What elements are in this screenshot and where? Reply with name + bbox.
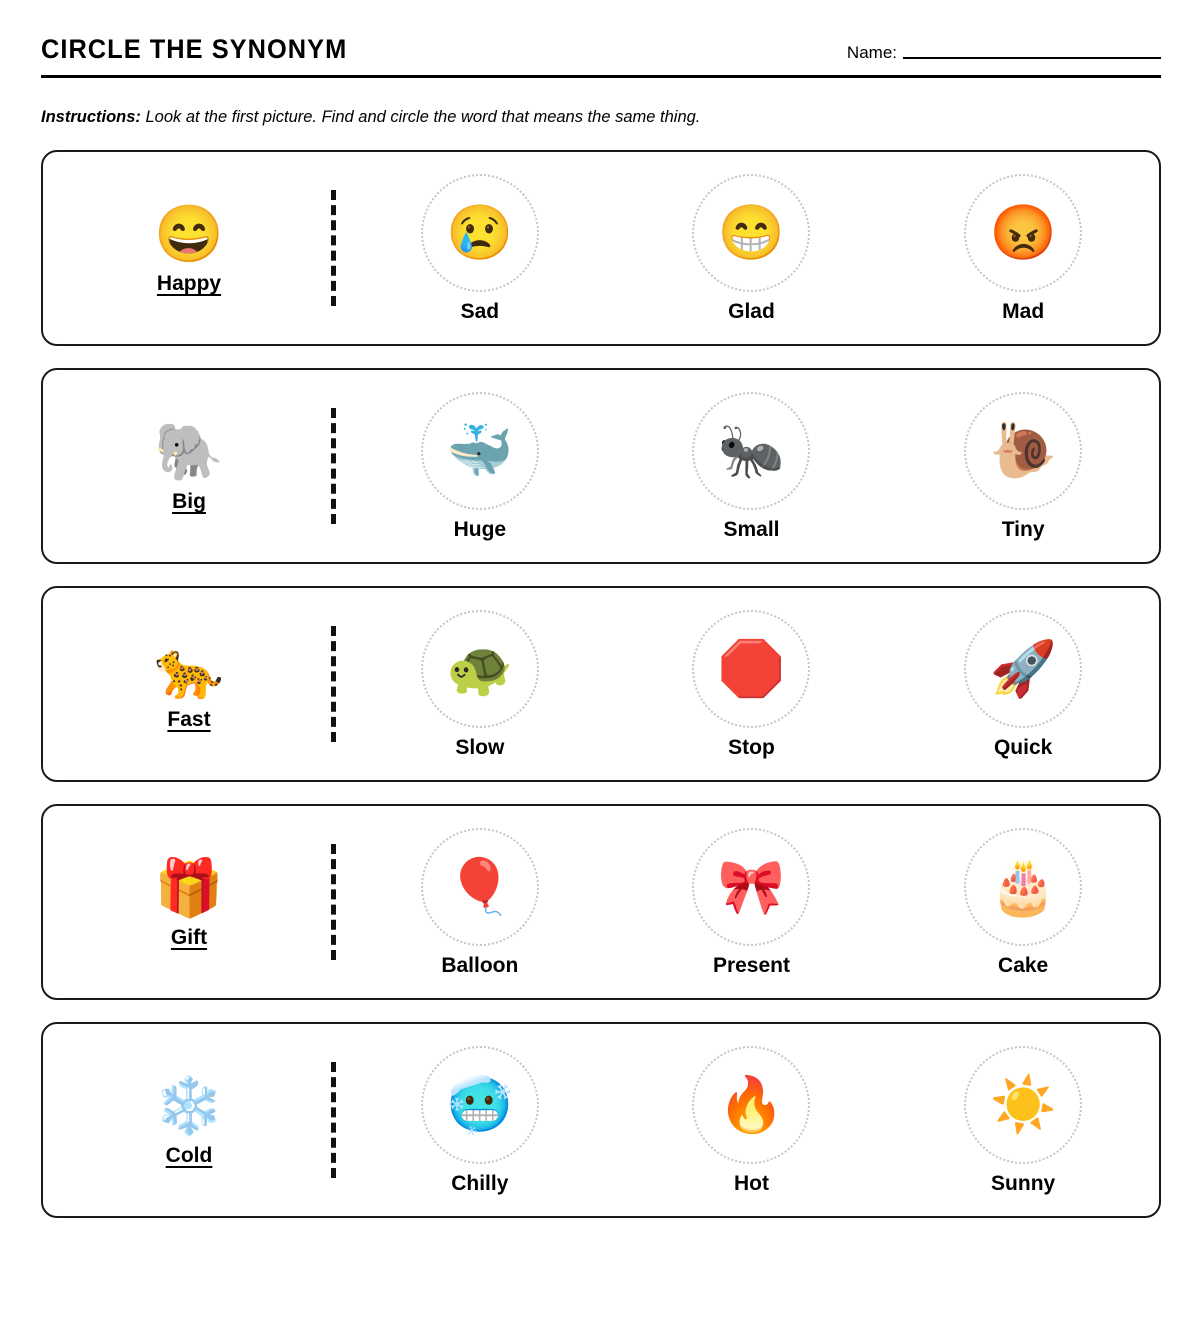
prompt-group bbox=[43, 1073, 335, 1166]
answer-option[interactable] bbox=[385, 174, 575, 322]
answer-option-label: Tiny bbox=[1001, 517, 1045, 541]
answer-option[interactable] bbox=[928, 392, 1118, 540]
answer-circle-target[interactable] bbox=[964, 392, 1082, 510]
answer-option-label: Stop bbox=[728, 735, 775, 759]
answer-options bbox=[336, 806, 1159, 998]
answer-option-label: Present bbox=[712, 953, 790, 977]
answer-option-label: Chilly bbox=[451, 1171, 509, 1195]
prompt-word: Cold bbox=[165, 1144, 213, 1168]
answer-circle-target[interactable] bbox=[421, 828, 539, 946]
answer-circle-target[interactable] bbox=[421, 174, 539, 292]
answer-option-label: Small bbox=[723, 517, 780, 541]
question-card bbox=[41, 586, 1161, 782]
name-input-line[interactable] bbox=[903, 57, 1161, 59]
answer-option[interactable] bbox=[928, 174, 1118, 322]
birthday-cake-emoji: 🎂 bbox=[989, 856, 1057, 917]
answer-circle-target[interactable] bbox=[964, 1046, 1082, 1164]
snowflake-emoji: ❄️ bbox=[154, 1074, 224, 1138]
answer-option[interactable] bbox=[928, 610, 1118, 758]
answer-option[interactable] bbox=[385, 1046, 575, 1194]
answer-circle-target[interactable] bbox=[421, 392, 539, 510]
answer-option-label: Hot bbox=[733, 1171, 769, 1195]
prompt-group bbox=[43, 419, 335, 512]
turtle-emoji: 🐢 bbox=[446, 638, 514, 699]
ant-emoji: 🐜 bbox=[717, 420, 786, 481]
question-card bbox=[41, 804, 1161, 1000]
answer-circle-target[interactable] bbox=[964, 610, 1082, 728]
grinning-squinting-face-emoji: 😄 bbox=[154, 202, 224, 266]
question-list bbox=[41, 150, 1161, 1218]
stop-sign-emoji: 🛑 bbox=[717, 638, 786, 699]
answer-options bbox=[336, 370, 1159, 562]
answer-option-label: Glad bbox=[728, 299, 775, 323]
beaming-face-emoji: 😁 bbox=[717, 202, 786, 263]
name-label: Name: bbox=[846, 43, 897, 62]
answer-circle-target[interactable] bbox=[421, 1046, 539, 1164]
header-divider-rule bbox=[41, 75, 1161, 78]
name-field-group bbox=[847, 44, 1161, 63]
answer-option[interactable] bbox=[385, 610, 575, 758]
answer-option[interactable] bbox=[385, 392, 575, 540]
question-card bbox=[41, 150, 1161, 346]
prompt-word: Gift bbox=[170, 926, 208, 950]
answer-options bbox=[336, 588, 1159, 780]
question-card bbox=[41, 1022, 1161, 1218]
answer-option[interactable] bbox=[656, 174, 846, 322]
answer-circle-target[interactable] bbox=[692, 174, 810, 292]
answer-option-label: Quick bbox=[993, 735, 1053, 759]
answer-option-label: Slow bbox=[455, 735, 505, 759]
answer-circle-target[interactable] bbox=[421, 610, 539, 728]
answer-circle-target[interactable] bbox=[692, 828, 810, 946]
answer-option-label: Huge bbox=[453, 517, 507, 541]
answer-circle-target[interactable] bbox=[692, 1046, 810, 1164]
snail-emoji: 🐌 bbox=[989, 420, 1057, 481]
answer-circle-target[interactable] bbox=[692, 392, 810, 510]
wrapped-gift-emoji: 🎁 bbox=[154, 856, 224, 920]
worksheet-header bbox=[41, 0, 1161, 63]
answer-option-label: Cake bbox=[998, 953, 1049, 977]
answer-option-label: Sunny bbox=[991, 1171, 1056, 1195]
prompt-word: Happy bbox=[156, 272, 222, 296]
ribbon-bow-emoji: 🎀 bbox=[717, 856, 786, 917]
sun-emoji: ☀️ bbox=[989, 1074, 1057, 1135]
prompt-group bbox=[43, 201, 335, 294]
instructions-text bbox=[41, 108, 1161, 128]
answer-options bbox=[336, 1024, 1159, 1216]
answer-option-label: Balloon bbox=[441, 953, 519, 977]
question-card bbox=[41, 368, 1161, 564]
answer-option[interactable] bbox=[928, 828, 1118, 976]
answer-option[interactable] bbox=[928, 1046, 1118, 1194]
instructions-body: Look at the first picture. Find and circle the word that means the same thing. bbox=[140, 108, 701, 126]
answer-options bbox=[336, 152, 1159, 344]
instructions-label: Instructions: bbox=[41, 108, 141, 126]
answer-option[interactable] bbox=[656, 610, 846, 758]
whale-emoji: 🐳 bbox=[446, 420, 514, 481]
angry-face-emoji: 😡 bbox=[989, 202, 1057, 263]
answer-circle-target[interactable] bbox=[964, 174, 1082, 292]
answer-option[interactable] bbox=[656, 1046, 846, 1194]
prompt-word: Fast bbox=[167, 708, 211, 732]
answer-circle-target[interactable] bbox=[964, 828, 1082, 946]
leopard-emoji: 🐆 bbox=[154, 638, 224, 702]
answer-option[interactable] bbox=[385, 828, 575, 976]
prompt-word: Big bbox=[172, 490, 206, 514]
prompt-group bbox=[43, 637, 335, 730]
page-title: CIRCLE THE SYNONYM bbox=[41, 34, 348, 64]
answer-option[interactable] bbox=[656, 828, 846, 976]
rocket-emoji: 🚀 bbox=[989, 638, 1057, 699]
fire-emoji: 🔥 bbox=[717, 1074, 786, 1135]
answer-circle-target[interactable] bbox=[692, 610, 810, 728]
balloon-emoji: 🎈 bbox=[446, 856, 514, 917]
crying-face-emoji: 😢 bbox=[446, 202, 514, 263]
prompt-group bbox=[43, 855, 335, 948]
cold-face-emoji: 🥶 bbox=[446, 1074, 514, 1135]
elephant-emoji: 🐘 bbox=[154, 420, 224, 484]
answer-option-label: Sad bbox=[460, 299, 500, 323]
answer-option-label: Mad bbox=[1002, 299, 1045, 323]
answer-option[interactable] bbox=[656, 392, 846, 540]
